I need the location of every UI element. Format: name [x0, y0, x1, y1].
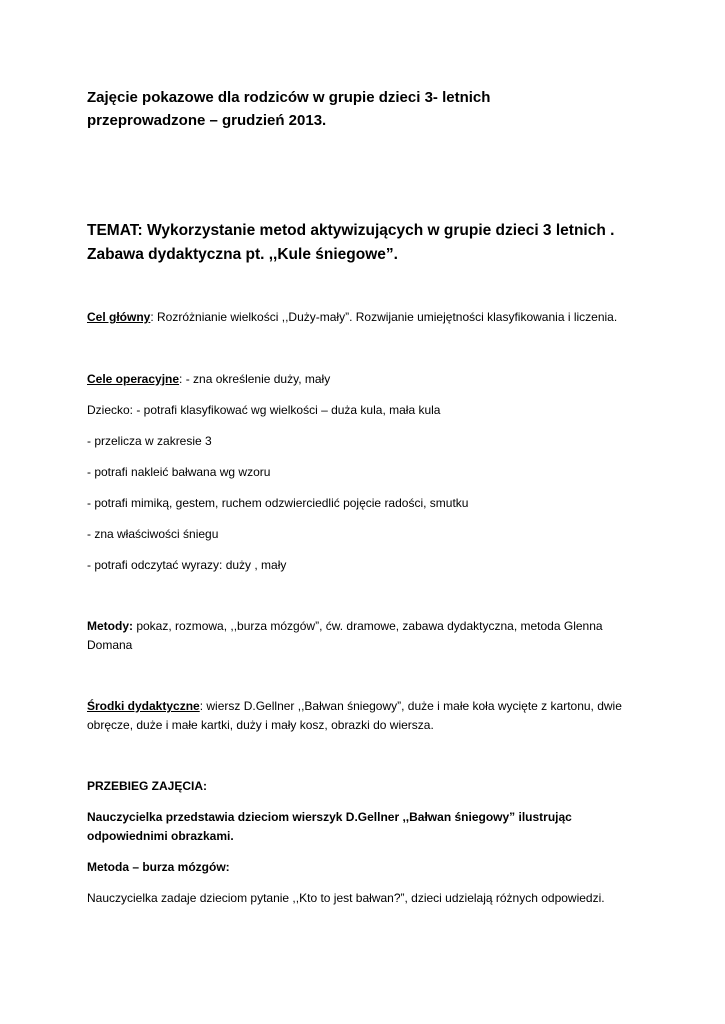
operational-goals-label: Cele operacyjne [87, 372, 180, 386]
operational-goal-item: - potrafi mimiką, gestem, ruchem odzwierciedlić pojęcie radości, smutku [87, 496, 469, 510]
teaching-aids-text: : wiersz D.Gellner ,,Bałwan śniegowy”, duże i małe koła wycięte z kartonu, dwie [199, 699, 622, 713]
operational-goal-item: - przelicza w zakresie 3 [87, 434, 212, 448]
methods-text-cont: Domana [87, 638, 133, 652]
operational-goals-heading [87, 370, 647, 389]
topic-heading [87, 219, 647, 267]
topic-line-2: Zabawa dydaktyczna pt. ,,Kule śniegowe”. [87, 246, 398, 263]
title-line-2: przeprowadzone – grudzień 2013. [87, 112, 327, 129]
teaching-aids-text-cont: obręcze, duże i małe kartki, duży i mały kosz, obrazki do wiersza. [87, 718, 434, 732]
method-brainstorm-heading [87, 858, 647, 877]
lesson-paragraph-2: Nauczycielka zadaje dzieciom pytanie ,,Kto to jest bałwan?”, dzieci udzielają różnych odpowiedzi. [87, 891, 605, 905]
methods-label: Metody: [87, 619, 133, 633]
methods [87, 617, 647, 655]
main-goal-label: Cel główny [87, 310, 151, 324]
operational-goal-item: Dziecko: - potrafi klasyfikować wg wielkości – duża kula, mała kula [87, 403, 441, 417]
operational-goal-item: - potrafi odczytać wyrazy: duży , mały [87, 558, 287, 572]
lesson-paragraph-1-line-1: Nauczycielka przedstawia dzieciom wierszyk D.Gellner ,,Bałwan śniegowy” ilustrując [87, 810, 572, 824]
method-brainstorm-label: Metoda – burza mózgów: [87, 860, 230, 874]
teaching-aids [87, 697, 647, 735]
title-line-1: Zajęcie pokazowe dla rodziców w grupie dzieci 3- letnich [87, 89, 491, 106]
operational-goals-text: : - zna określenie duży, mały [179, 372, 331, 386]
teaching-aids-label: Środki dydaktyczne [87, 699, 200, 713]
methods-text: pokaz, rozmowa, ,,burza mózgów”, ćw. dramowe, zabawa dydaktyczna, metoda Glenna [133, 619, 603, 633]
topic-line-1: TEMAT: Wykorzystanie metod aktywizujących w grupie dzieci 3 letnich . [87, 222, 615, 239]
lesson-paragraph-1-line-2: odpowiednimi obrazkami. [87, 829, 234, 843]
main-goal-text: : Rozróżnianie wielkości ,,Duży-mały”. Rozwijanie umiejętności klasyfikowania i liczenia. [150, 310, 618, 324]
lesson-course-label: PRZEBIEG ZAJĘCIA: [87, 779, 208, 793]
document-title [87, 86, 647, 132]
main-goal [87, 308, 647, 327]
operational-goal-item: - zna właściwości śniegu [87, 527, 219, 541]
operational-goal-item: - potrafi nakleić bałwana wg wzoru [87, 465, 271, 479]
lesson-course-heading [87, 777, 647, 796]
lesson-paragraph-1 [87, 808, 647, 846]
